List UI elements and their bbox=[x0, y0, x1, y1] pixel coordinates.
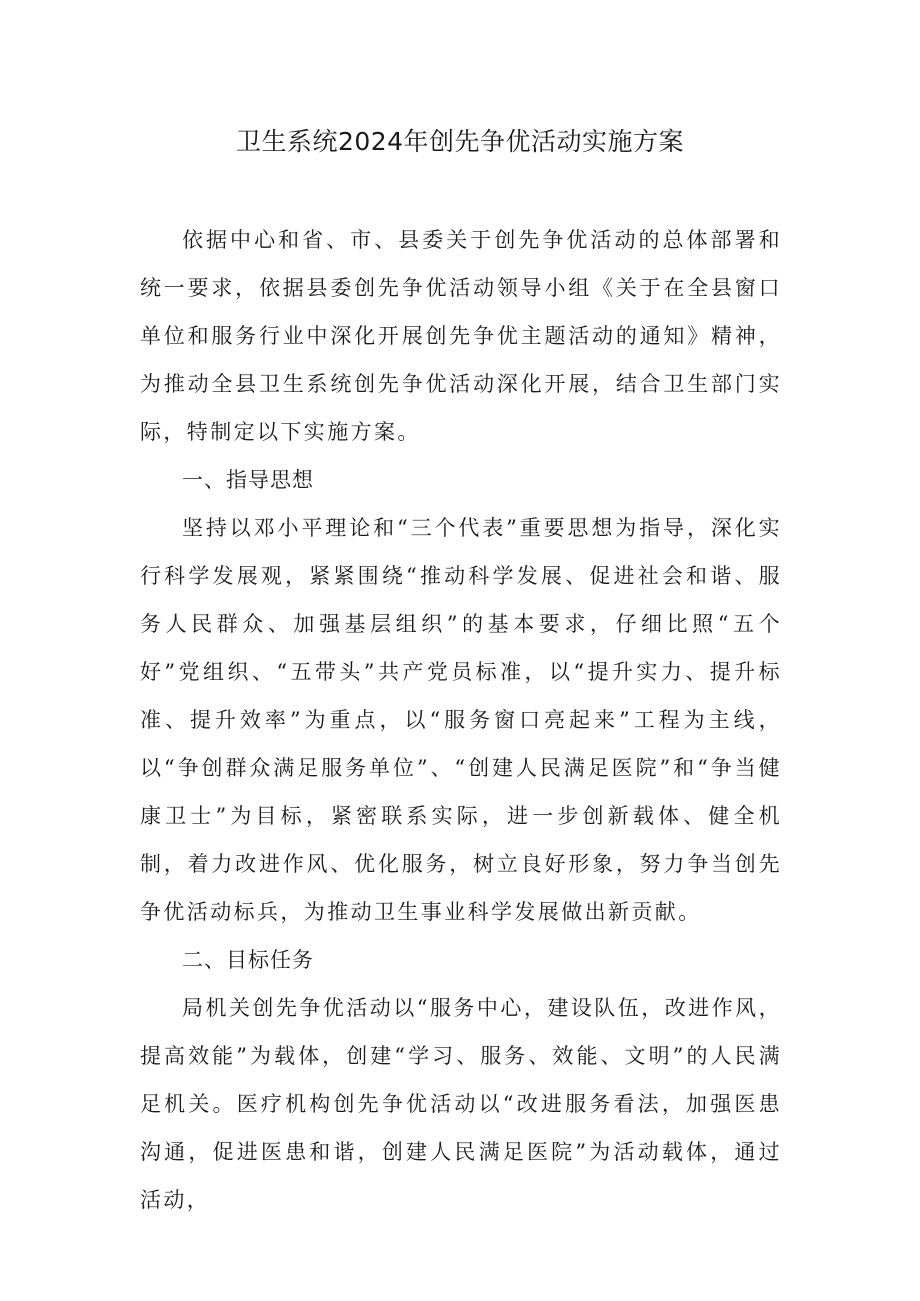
document-title: 卫生系统2024年创先争优活动实施方案 bbox=[235, 127, 685, 156]
document-body bbox=[140, 216, 782, 1224]
guiding-ideology-paragraph: 坚持以邓小平理论和“三个代表”重要思想为指导，深化实行科学发展观，紧紧围绕“推动科学发展、促进社会和谐、服务人民群众、加强基层组织”的基本要求，仔细比照“五个好”党组织、“五带头”共产党员标准，以“提升实力、提升标准、提升效率”为重点，以“服务窗口亮起来”工程为主线，以“争创群众满足服务单位”、“创建人民满足医院”和“争当健康卫士”为目标，紧密联系实际，进一步创新载体、健全机制，着力改进作风、优化服务，树立良好形象，努力争当创先争优活动标兵，为推动卫生事业科学发展做出新贡献。 bbox=[140, 516, 782, 924]
intro-paragraph: 依据中心和省、市、县委关于创先争优活动的总体部署和统一要求，依据县委创先争优活动领导小组《关于在全县窗口单位和服务行业中深化开展创先争优主题活动的通知》精神，为推动全县卫生系统创先争优活动深化开展，结合卫生部门实际，特制定以下实施方案。 bbox=[140, 228, 782, 444]
section-heading-guiding-ideology: 一、指导思想 bbox=[182, 468, 314, 492]
goals-tasks-paragraph: 局机关创先争优活动以“服务中心，建设队伍，改进作风，提高效能”为载体，创建“学习、服务、效能、文明”的人民满足机关。医疗机构创先争优活动以“改进服务看法，加强医患沟通，促进医患和谐，创建人民满足医院”为活动载体，通过活动， bbox=[140, 996, 782, 1212]
section-heading-goals-tasks: 二、目标任务 bbox=[182, 948, 314, 972]
